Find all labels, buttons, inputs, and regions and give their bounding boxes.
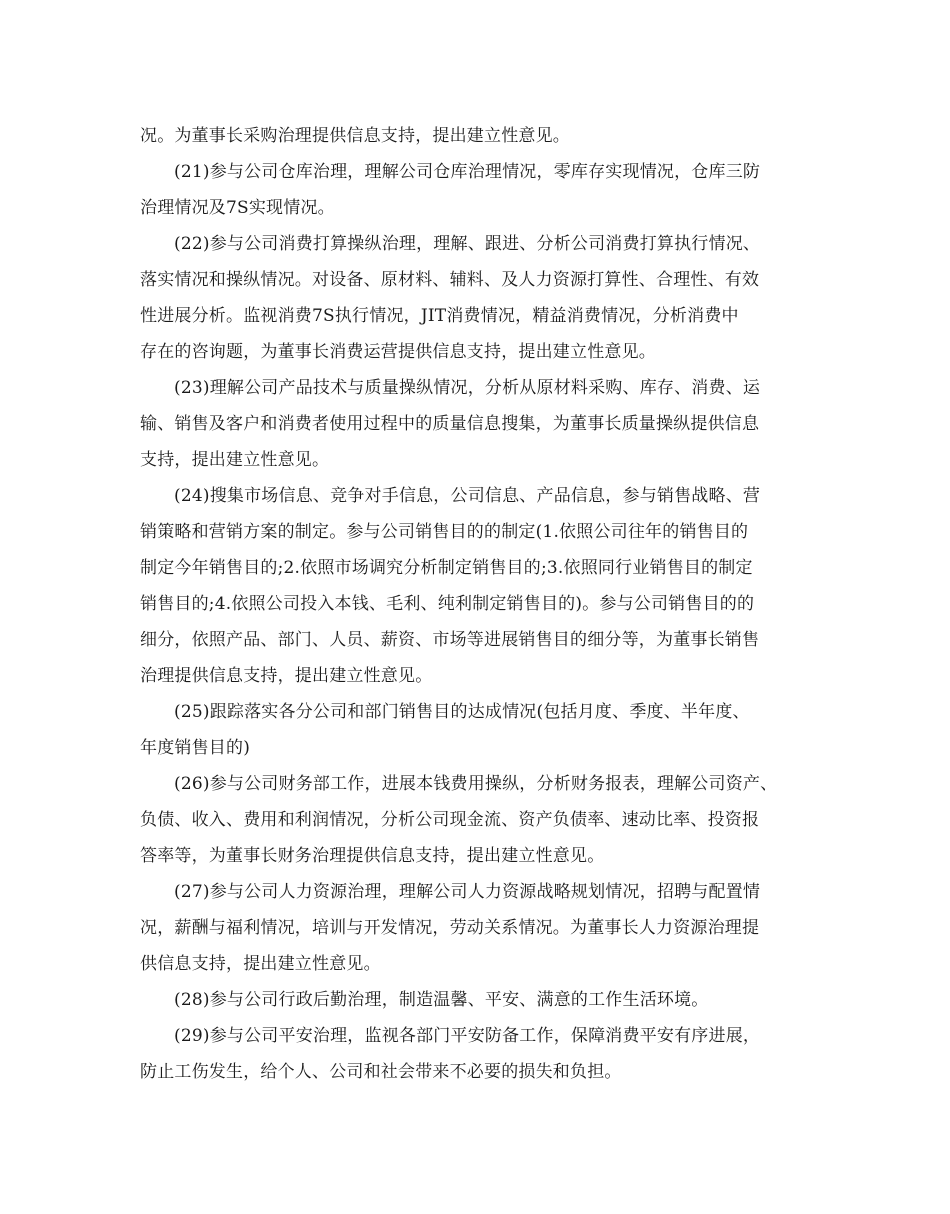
text-line: 支持，提出建立性意见。 xyxy=(140,450,330,470)
text-line: 输、销售及客户和消费者使用过程中的质量信息搜集，为董事长质量操纵提供信息 xyxy=(140,414,760,434)
text-line: 负债、收入、费用和利润情况，分析公司现金流、资产负债率、速动比率、投资报 xyxy=(140,810,760,830)
text-line: (27)参与公司人力资源治理，理解公司人力资源战略规划情况，招聘与配置情 xyxy=(174,882,761,902)
text-line: (29)参与公司平安治理，监视各部门平安防备工作，保障消费平安有序进展， xyxy=(174,1026,761,1046)
text-line: 制定今年销售目的;2.依照市场调究分析制定销售目的;3.依照同行业销售目的制定 xyxy=(140,558,753,578)
text-line: 况。为董事长采购治理提供信息支持，提出建立性意见。 xyxy=(140,126,570,146)
text-line: 落实情况和操纵情况。对设备、原材料、辅料、及人力资源打算性、合理性、有效 xyxy=(140,270,760,290)
text-line: (23)理解公司产品技术与质量操纵情况，分析从原材料采购、库存、消费、运 xyxy=(174,378,761,398)
text-line: 年度销售目的) xyxy=(140,738,251,758)
text-line: 性进展分析。监视消费7S执行情况，JIT消费情况，精益消费情况，分析消费中 xyxy=(140,306,739,326)
text-line: (26)参与公司财务部工作，进展本钱费用操纵，分析财务报表，理解公司资产、 xyxy=(174,774,778,794)
text-line: 况，薪酬与福利情况，培训与开发情况，劳动关系情况。为董事长人力资源治理提 xyxy=(140,918,760,938)
document-body xyxy=(140,118,820,1090)
text-line: 治理情况及7S实现情况。 xyxy=(140,198,335,218)
text-line: (24)搜集市场信息、竞争对手信息，公司信息、产品信息，参与销售战略、营 xyxy=(174,486,761,506)
text-line: 销售目的;4.依照公司投入本钱、毛利、纯利制定销售目的)。参与公司销售目的的 xyxy=(140,594,755,614)
text-line: 销策略和营销方案的制定。参与公司销售目的的制定(1.依照公司往年的销售目的 xyxy=(140,522,749,542)
text-line: (22)参与公司消费打算操纵治理，理解、跟进、分析公司消费打算执行情况、 xyxy=(174,234,761,254)
text-line: 防止工伤发生，给个人、公司和社会带来不必要的损失和负担。 xyxy=(140,1062,622,1082)
text-line: 答率等，为董事长财务治理提供信息支持，提出建立性意见。 xyxy=(140,846,605,866)
text-line: (28)参与公司行政后勤治理，制造温馨、平安、满意的工作生活环境。 xyxy=(174,990,709,1010)
text-line: 细分，依照产品、部门、人员、薪资、市场等进展销售目的细分等，为董事长销售 xyxy=(140,630,760,650)
text-line: 治理提供信息支持，提出建立性意见。 xyxy=(140,666,433,686)
text-line: (25)跟踪落实各分公司和部门销售目的达成情况(包括月度、季度、半年度、 xyxy=(174,702,750,722)
text-line: 供信息支持，提出建立性意见。 xyxy=(140,954,381,974)
text-line: (21)参与公司仓库治理，理解公司仓库治理情况，零库存实现情况，仓库三防 xyxy=(174,162,761,182)
text-line: 存在的咨询题，为董事长消费运营提供信息支持，提出建立性意见。 xyxy=(140,342,656,362)
